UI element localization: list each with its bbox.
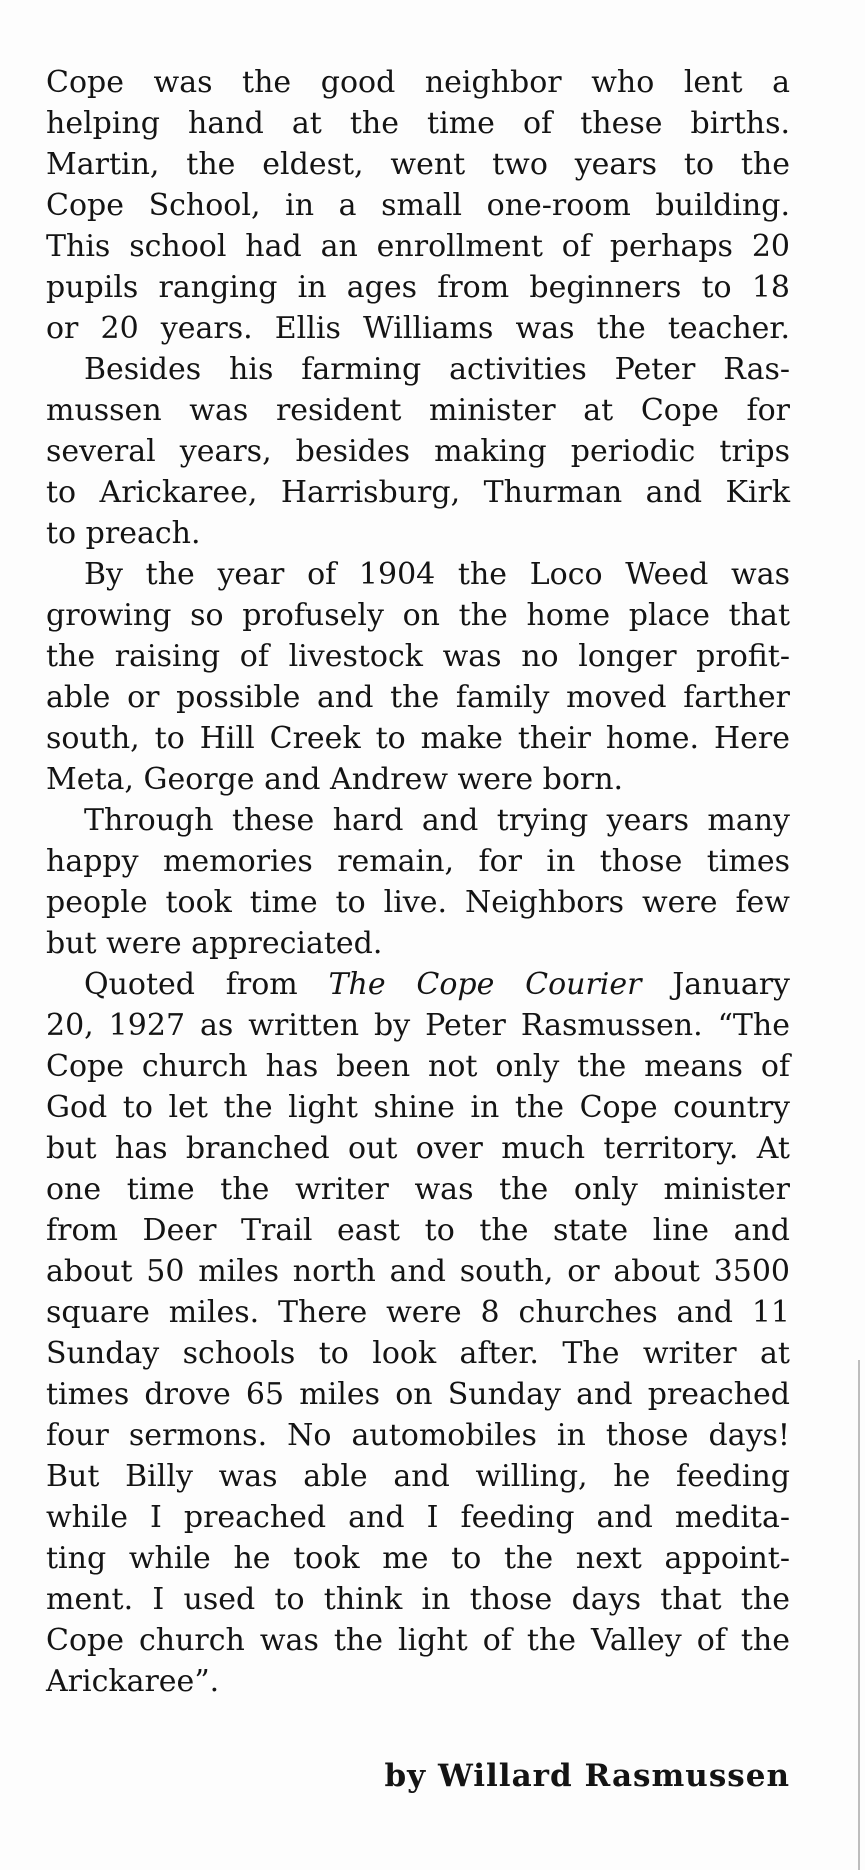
text-line: to preach. xyxy=(46,516,201,551)
text-line: growing so profusely on the home place that xyxy=(46,598,790,633)
paragraph-1 xyxy=(46,62,790,349)
text-line: Cope School, in a small one-room building. xyxy=(46,188,790,223)
paragraph-3 xyxy=(46,554,790,800)
text-line: pupils ranging in ages from beginners to 18 xyxy=(46,270,790,305)
page-edge-divider xyxy=(858,1360,860,1870)
text-line: Martin, the eldest, went two years to the xyxy=(46,147,790,182)
text-line: to Arickaree, Harrisburg, Thurman and Kirk xyxy=(46,475,790,510)
text-line: Arickaree”. xyxy=(46,1664,220,1699)
text-line: one time the writer was the only minister xyxy=(46,1172,790,1207)
quote-date-start: January xyxy=(641,967,790,1002)
article-body xyxy=(46,62,790,1702)
text-line: Besides his farming activities Peter Ras- xyxy=(84,352,790,387)
text-line xyxy=(46,964,790,1005)
paragraph-5 xyxy=(46,964,790,1702)
text-line: God to let the light shine in the Cope country xyxy=(46,1090,790,1125)
text-line: times drove 65 miles on Sunday and preached xyxy=(46,1377,790,1412)
text-line: helping hand at the time of these births. xyxy=(46,106,790,141)
text-line: the raising of livestock was no longer profit- xyxy=(46,639,790,674)
text-line: This school had an enrollment of perhaps 20 xyxy=(46,229,790,264)
quote-intro: Quoted from xyxy=(84,967,329,1002)
text-line: ting while he took me to the next appoint- xyxy=(46,1541,790,1576)
author-byline: by Willard Rasmussen xyxy=(384,1758,790,1794)
text-line: Cope was the good neighbor who lent a xyxy=(46,65,790,100)
text-line: mussen was resident minister at Cope for xyxy=(46,393,790,428)
text-line: Sunday schools to look after. The writer at xyxy=(46,1336,790,1371)
text-line: square miles. There were 8 churches and 11 xyxy=(46,1295,790,1330)
text-line: people took time to live. Neighbors were few xyxy=(46,885,790,920)
paragraph-4 xyxy=(46,800,790,964)
text-line: By the year of 1904 the Loco Weed was xyxy=(84,557,790,592)
text-line: But Billy was able and willing, he feeding xyxy=(46,1459,790,1494)
text-line: Cope church has been not only the means of xyxy=(46,1049,790,1084)
text-line: Cope church was the light of the Valley of the xyxy=(46,1623,790,1658)
text-line: or 20 years. Ellis Williams was the teacher. xyxy=(46,311,790,346)
text-line: happy memories remain, for in those times xyxy=(46,844,790,879)
text-line: about 50 miles north and south, or about 3500 xyxy=(46,1254,790,1289)
text-line: but were appreciated. xyxy=(46,926,383,961)
text-line: able or possible and the family moved farther xyxy=(46,680,790,715)
paragraph-2 xyxy=(46,349,790,554)
text-line: while I preached and I feeding and medita- xyxy=(46,1500,790,1535)
text-line: 20, 1927 as written by Peter Rasmussen. “The xyxy=(46,1008,790,1043)
text-line: four sermons. No automobiles in those days! xyxy=(46,1418,790,1453)
text-line: several years, besides making periodic trips xyxy=(46,434,790,469)
text-line: Meta, George and Andrew were born. xyxy=(46,762,624,797)
text-line: Through these hard and trying years many xyxy=(84,803,790,838)
text-line: but has branched out over much territory. At xyxy=(46,1131,790,1166)
text-line: south, to Hill Creek to make their home. Here xyxy=(46,721,790,756)
text-line: ment. I used to think in those days that the xyxy=(46,1582,790,1617)
text-line: from Deer Trail east to the state line and xyxy=(46,1213,790,1248)
publication-title: The Cope Courier xyxy=(328,967,642,1002)
